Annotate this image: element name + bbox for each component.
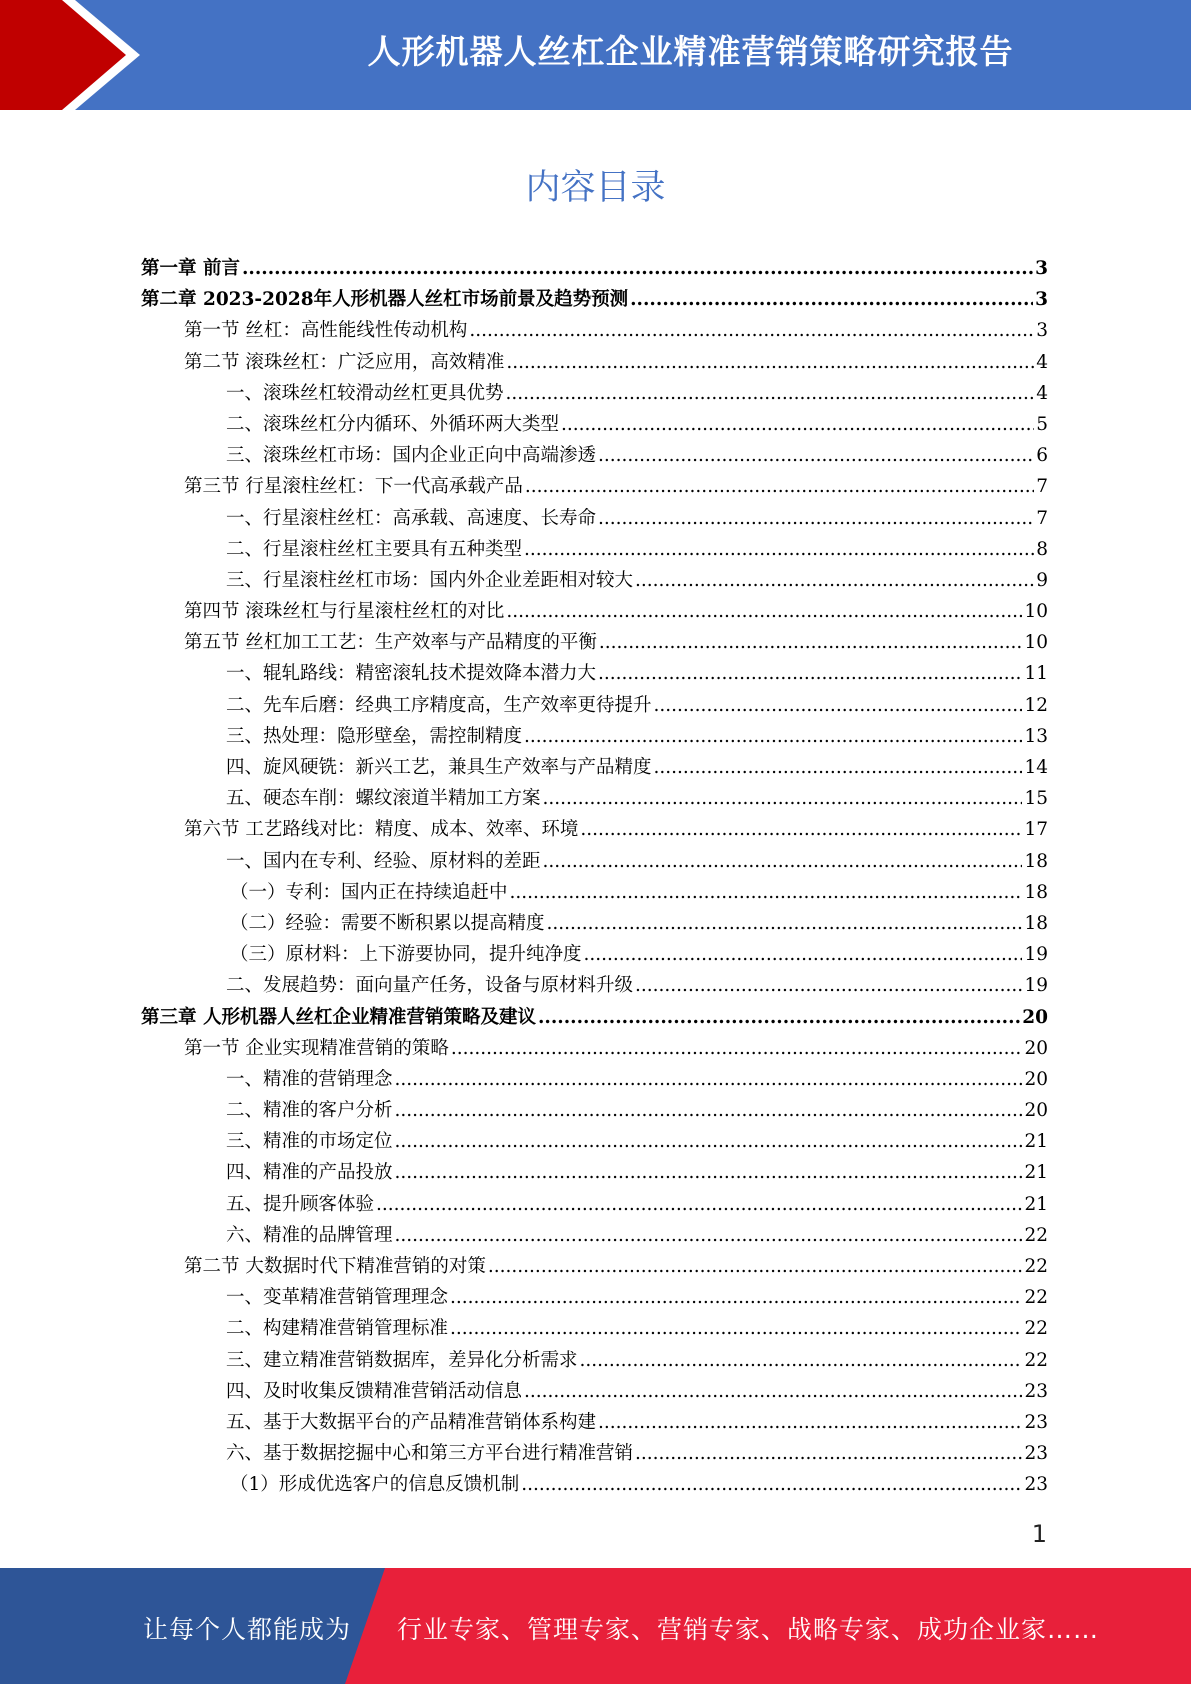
toc-entry[interactable] bbox=[141, 1283, 1048, 1314]
toc-entry-label: 三、建立精准营销数据库，差异化分析需求 bbox=[226, 1349, 578, 1371]
toc-entry-label: 第三章 人形机器人丝杠企业精准营销策略及建议 bbox=[141, 1006, 536, 1028]
toc-entry[interactable] bbox=[141, 285, 1048, 316]
toc-entry[interactable] bbox=[141, 410, 1048, 441]
toc-dot-leader bbox=[450, 1318, 1022, 1339]
toc-entry-page: 20 bbox=[1024, 1068, 1048, 1090]
toc-entry-page: 23 bbox=[1024, 1411, 1048, 1433]
toc-entry-label: 第二节 大数据时代下精准营销的对策 bbox=[184, 1256, 486, 1277]
toc-entry[interactable] bbox=[141, 472, 1048, 503]
toc-entry-page: 19 bbox=[1024, 944, 1048, 966]
toc-dot-leader bbox=[506, 383, 1035, 404]
toc-entry-page: 4 bbox=[1036, 382, 1048, 404]
toc-entry-label: （一）专利：国内正在持续追赶中 bbox=[230, 881, 508, 903]
table-of-contents bbox=[141, 254, 1048, 1502]
toc-entry[interactable] bbox=[141, 1096, 1048, 1127]
toc-entry-label: 第一章 前言 bbox=[141, 258, 240, 279]
toc-entry-page: 20 bbox=[1022, 1006, 1048, 1028]
toc-entry[interactable] bbox=[141, 1439, 1048, 1470]
toc-entry-page: 20 bbox=[1024, 1100, 1048, 1122]
toc-dot-leader bbox=[654, 695, 1023, 716]
toc-entry-page: 14 bbox=[1024, 757, 1048, 778]
toc-dot-leader bbox=[543, 851, 1023, 872]
toc-heading: 内容目录 bbox=[525, 168, 666, 208]
toc-entry[interactable] bbox=[141, 1221, 1048, 1252]
toc-entry[interactable] bbox=[141, 1346, 1048, 1377]
toc-entry[interactable] bbox=[141, 348, 1048, 379]
toc-entry-page: 11 bbox=[1024, 663, 1048, 685]
toc-entry-page: 21 bbox=[1024, 1162, 1048, 1184]
toc-entry-label: 三、精准的市场定位 bbox=[226, 1131, 393, 1153]
toc-dot-leader bbox=[450, 1287, 1022, 1308]
toc-entry-page: 8 bbox=[1036, 538, 1048, 560]
toc-entry-page: 15 bbox=[1024, 788, 1048, 810]
toc-entry-label: 五、基于大数据平台的产品精准营销体系构建 bbox=[226, 1411, 597, 1433]
toc-entry[interactable] bbox=[141, 1034, 1048, 1065]
toc-entry[interactable] bbox=[141, 940, 1048, 971]
toc-entry[interactable] bbox=[141, 971, 1048, 1002]
toc-entry[interactable] bbox=[141, 1127, 1048, 1158]
toc-entry[interactable] bbox=[141, 1065, 1048, 1096]
toc-entry[interactable] bbox=[141, 784, 1048, 815]
toc-entry-page: 23 bbox=[1024, 1380, 1048, 1402]
toc-entry-label: 一、滚珠丝杠较滑动丝杠更具优势 bbox=[226, 382, 504, 404]
toc-dot-leader bbox=[506, 601, 1022, 622]
footer-banner bbox=[0, 1568, 1191, 1684]
toc-dot-leader bbox=[395, 1131, 1023, 1152]
toc-entry-label: 第六节 工艺路线对比：精度、成本、效率、环境 bbox=[184, 819, 579, 841]
toc-entry-page: 23 bbox=[1024, 1443, 1048, 1465]
report-title: 人形机器人丝杠企业精准营销策略研究报告 bbox=[367, 32, 1014, 71]
toc-entry-page: 10 bbox=[1024, 632, 1048, 654]
toc-entry[interactable] bbox=[141, 566, 1048, 597]
toc-dot-leader bbox=[598, 445, 1034, 466]
toc-entry-label: 第五节 丝杠加工工艺：生产效率与产品精度的平衡 bbox=[184, 632, 597, 654]
toc-dot-leader bbox=[630, 289, 1033, 310]
toc-entry[interactable] bbox=[141, 722, 1048, 753]
toc-entry-page: 3 bbox=[1035, 258, 1048, 279]
toc-entry-page: 22 bbox=[1024, 1349, 1048, 1371]
toc-entry[interactable] bbox=[141, 659, 1048, 690]
toc-dot-leader bbox=[525, 476, 1034, 497]
toc-dot-leader bbox=[524, 539, 1034, 560]
toc-entry[interactable] bbox=[141, 1190, 1048, 1221]
toc-dot-leader bbox=[635, 570, 1034, 591]
toc-dot-leader bbox=[598, 1412, 1022, 1433]
header-banner bbox=[0, 0, 1191, 110]
toc-entry-label: （三）原材料：上下游要协同，提升纯净度 bbox=[230, 944, 582, 966]
toc-dot-leader bbox=[538, 1007, 1020, 1028]
toc-entry-label: 四、旋风硬铣：新兴工艺，兼具生产效率与产品精度 bbox=[226, 757, 652, 778]
toc-entry[interactable] bbox=[141, 847, 1048, 878]
toc-dot-leader bbox=[506, 352, 1034, 373]
toc-entry-label: 第二章 2023-2028年人形机器人丝杠市场前景及趋势预测 bbox=[141, 289, 629, 311]
toc-entry-page: 4 bbox=[1036, 351, 1048, 373]
toc-entry[interactable] bbox=[141, 316, 1048, 347]
toc-entry-label: 一、变革精准营销管理理念 bbox=[226, 1287, 449, 1309]
toc-entry-label: 六、基于数据挖掘中心和第三方平台进行精准营销 bbox=[226, 1443, 634, 1465]
toc-entry-label: （二）经验：需要不断积累以提高精度 bbox=[230, 912, 545, 934]
toc-entry-page: 22 bbox=[1024, 1318, 1048, 1340]
toc-entry-page: 13 bbox=[1024, 725, 1048, 747]
toc-entry-label: 五、提升顾客体验 bbox=[226, 1193, 375, 1215]
toc-entry[interactable] bbox=[141, 1470, 1048, 1501]
toc-entry-label: 一、行星滚柱丝杠：高承载、高速度、长寿命 bbox=[226, 507, 597, 529]
toc-dot-leader bbox=[469, 320, 1034, 341]
toc-dot-leader bbox=[395, 1162, 1023, 1183]
page-number: 1 bbox=[1031, 1520, 1047, 1548]
toc-entry[interactable] bbox=[141, 1252, 1048, 1283]
footer-slogan-right: 行业专家、管理专家、营销专家、战略专家、成功企业家…… bbox=[397, 1615, 1100, 1644]
toc-entry[interactable] bbox=[141, 504, 1048, 535]
toc-dot-leader bbox=[599, 632, 1023, 653]
toc-entry-label: 第四节 滚珠丝杠与行星滚柱丝杠的对比 bbox=[184, 601, 505, 623]
toc-entry[interactable] bbox=[141, 1314, 1048, 1345]
toc-dot-leader bbox=[395, 1225, 1023, 1246]
toc-dot-leader bbox=[395, 1069, 1023, 1090]
toc-entry-label: 二、滚珠丝杠分内循环、外循环两大类型 bbox=[226, 413, 560, 435]
toc-entry[interactable] bbox=[141, 379, 1048, 410]
footer-slogan-left: 让每个人都能成为 bbox=[143, 1615, 352, 1644]
toc-entry-page: 6 bbox=[1036, 445, 1048, 467]
toc-entry-label: 四、精准的产品投放 bbox=[226, 1162, 393, 1184]
toc-entry-label: 二、行星滚柱丝杠主要具有五种类型 bbox=[226, 538, 523, 560]
toc-entry-page: 18 bbox=[1024, 912, 1048, 934]
toc-dot-leader bbox=[598, 663, 1022, 684]
toc-entry-page: 9 bbox=[1036, 569, 1048, 591]
toc-entry-label: 一、辊轧路线：精密滚轧技术提效降本潜力大 bbox=[226, 663, 597, 685]
toc-dot-leader bbox=[635, 1443, 1022, 1464]
toc-entry-page: 21 bbox=[1024, 1131, 1048, 1153]
toc-entry[interactable] bbox=[141, 815, 1048, 846]
toc-dot-leader bbox=[598, 508, 1034, 529]
toc-entry-label: 第一节 企业实现精准营销的策略 bbox=[184, 1037, 449, 1059]
toc-dot-leader bbox=[543, 788, 1023, 809]
toc-dot-leader bbox=[580, 1350, 1023, 1371]
toc-entry-page: 10 bbox=[1024, 601, 1048, 623]
toc-entry[interactable] bbox=[141, 628, 1048, 659]
toc-entry-page: 17 bbox=[1024, 819, 1048, 841]
toc-entry[interactable] bbox=[141, 1003, 1048, 1034]
toc-entry-page: 7 bbox=[1036, 476, 1048, 498]
toc-entry[interactable] bbox=[141, 691, 1048, 722]
toc-dot-leader bbox=[524, 1381, 1022, 1402]
toc-dot-leader bbox=[654, 757, 1023, 778]
toc-entry[interactable] bbox=[141, 597, 1048, 628]
toc-entry-page: 5 bbox=[1036, 413, 1048, 435]
toc-entry-label: 第二节 滚珠丝杠：广泛应用，高效精准 bbox=[184, 351, 505, 373]
toc-dot-leader bbox=[584, 944, 1023, 965]
toc-entry[interactable] bbox=[141, 1408, 1048, 1439]
toc-entry-page: 23 bbox=[1024, 1474, 1048, 1496]
toc-entry[interactable] bbox=[141, 909, 1048, 940]
toc-entry-label: 二、发展趋势：面向量产任务，设备与原材料升级 bbox=[226, 975, 634, 997]
toc-dot-leader bbox=[524, 726, 1022, 747]
toc-dot-leader bbox=[521, 1474, 1022, 1495]
toc-entry-page: 18 bbox=[1024, 850, 1048, 872]
toc-entry-page: 22 bbox=[1024, 1256, 1048, 1277]
toc-entry-label: 一、国内在专利、经验、原材料的差距 bbox=[226, 850, 541, 872]
toc-entry-page: 3 bbox=[1035, 289, 1048, 311]
toc-entry[interactable] bbox=[141, 254, 1048, 285]
toc-entry-label: 五、硬态车削：螺纹滚道半精加工方案 bbox=[226, 788, 541, 810]
toc-dot-leader bbox=[451, 1038, 1023, 1059]
toc-dot-leader bbox=[242, 258, 1033, 279]
toc-dot-leader bbox=[376, 1194, 1022, 1215]
toc-dot-leader bbox=[580, 819, 1022, 840]
toc-entry-label: 一、精准的营销理念 bbox=[226, 1068, 393, 1090]
toc-entry-label: 二、精准的客户分析 bbox=[226, 1100, 393, 1122]
toc-entry-label: 六、精准的品牌管理 bbox=[226, 1224, 393, 1246]
toc-entry[interactable] bbox=[141, 441, 1048, 472]
toc-entry-label: 三、行星滚柱丝杠市场：国内外企业差距相对较大 bbox=[226, 569, 634, 591]
toc-entry-page: 3 bbox=[1036, 320, 1048, 342]
toc-entry-page: 22 bbox=[1024, 1287, 1048, 1309]
toc-dot-leader bbox=[395, 1100, 1023, 1121]
toc-entry-label: 二、构建精准营销管理标准 bbox=[226, 1318, 449, 1340]
toc-entry-page: 20 bbox=[1024, 1037, 1048, 1059]
toc-entry-label: 三、热处理：隐形壁垒，需控制精度 bbox=[226, 725, 523, 747]
toc-entry-label: 第三节 行星滚柱丝杠：下一代高承载产品 bbox=[184, 476, 523, 498]
toc-entry-label: 三、滚珠丝杠市场：国内企业正向中高端渗透 bbox=[226, 445, 597, 467]
toc-entry-page: 22 bbox=[1024, 1224, 1048, 1246]
toc-entry-page: 18 bbox=[1024, 881, 1048, 903]
toc-entry[interactable] bbox=[141, 535, 1048, 566]
toc-dot-leader bbox=[488, 1256, 1023, 1277]
toc-entry-label: 二、先车后磨：经典工序精度高，生产效率更待提升 bbox=[226, 694, 652, 716]
toc-entry-page: 7 bbox=[1036, 507, 1048, 529]
toc-dot-leader bbox=[561, 414, 1034, 435]
toc-entry[interactable] bbox=[141, 753, 1048, 784]
toc-dot-leader bbox=[510, 882, 1023, 903]
toc-entry-page: 19 bbox=[1024, 975, 1048, 997]
toc-entry[interactable] bbox=[141, 1377, 1048, 1408]
toc-entry[interactable] bbox=[141, 878, 1048, 909]
toc-entry-page: 21 bbox=[1024, 1193, 1048, 1215]
toc-dot-leader bbox=[635, 975, 1022, 996]
toc-dot-leader bbox=[547, 913, 1023, 934]
toc-entry-label: 四、及时收集反馈精准营销活动信息 bbox=[226, 1380, 523, 1402]
toc-entry-page: 12 bbox=[1024, 694, 1048, 716]
toc-entry-label: 第一节 丝杠：高性能线性传动机构 bbox=[184, 320, 468, 342]
toc-entry-label: （1）形成优选客户的信息反馈机制 bbox=[230, 1474, 520, 1496]
toc-entry[interactable] bbox=[141, 1158, 1048, 1189]
